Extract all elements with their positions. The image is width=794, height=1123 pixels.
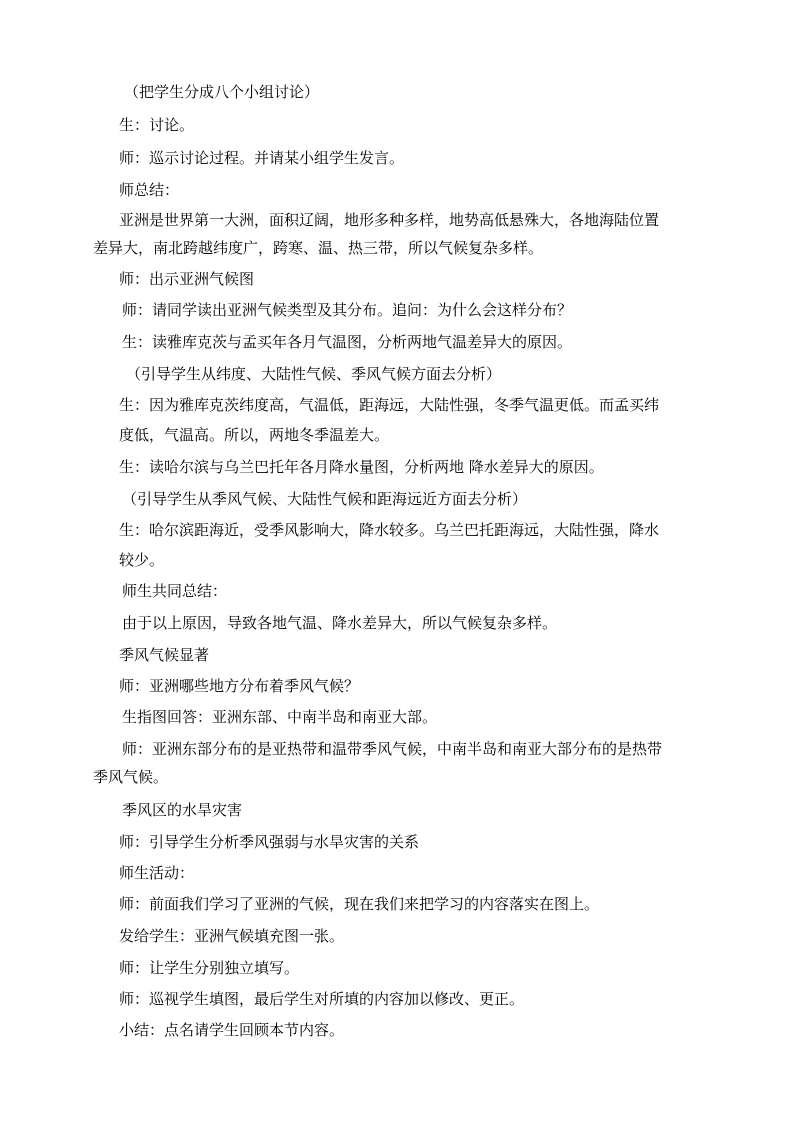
paragraph-group-instruction: （把学生分成八个小组讨论） (124, 83, 320, 101)
paragraph-joint-summary-label: 师生共同总结： (122, 582, 228, 600)
paragraph-guide-precipitation: （引导学生从季风气候、大陆性气候和距海远近方面去分析） (122, 490, 528, 508)
paragraph-monsoon-answer: 生指图回答：亚洲东部、中南半岛和南亚大部。 (122, 708, 438, 726)
paragraph-read-precipitation-chart: 生：读哈尔滨与乌兰巴托年各月降水量图，分析两地 降水差异大的原因。 (119, 458, 604, 476)
paragraph-read-temperature-chart: 生：读雅库克茨与孟买年各月气温图，分析两地气温差异大的原因。 (122, 333, 573, 351)
paragraph-teacher-summary-label: 师总结： (119, 181, 180, 199)
paragraph-asia-summary-line1: 亚洲是世界第一大洲，面积辽阔，地形多种多样，地势高低悬殊大，各地海陆位置 (119, 211, 660, 229)
paragraph-read-climate-types: 师：请同学读出亚洲气候类型及其分布。追问：为什么会这样分布？ (122, 301, 573, 319)
paragraph-inspect-fill: 师：巡视学生填图，最后学生对所填的内容加以修改、更正。 (119, 990, 525, 1008)
paragraph-monsoon-explanation-line1: 师：亚洲东部分布的是亚热带和温带季风气候，中南半岛和南亚大部分布的是热带 (122, 740, 663, 758)
paragraph-temperature-answer-line1: 生：因为雅库克茨纬度高，气温低，距海远，大陆性强，冬季气温更低。而孟买纬 (119, 396, 660, 414)
paragraph-temperature-answer-line2: 度低，气温高。所以，两地冬季温差大。 (119, 426, 390, 444)
paragraph-show-climate-map: 师：出示亚洲气候图 (119, 270, 255, 288)
paragraph-monsoon-question: 师：亚洲哪些地方分布着季风气候？ (119, 677, 360, 695)
paragraph-joint-summary: 由于以上原因，导致各地气温、降水差异大，所以气候复杂多样。 (122, 614, 558, 632)
paragraph-teacher-inspect: 师：巡示讨论过程。并请某小组学生发言。 (119, 149, 405, 167)
paragraph-precipitation-answer-line1: 生：哈尔滨距海近，受季风影响大，降水较多。乌兰巴托距海远，大陆性强，降水 (119, 521, 660, 539)
paragraph-lesson-summary: 小结：点名请学生回顾本节内容。 (119, 1021, 345, 1039)
paragraph-asia-summary-line2: 差异大，南北跨越纬度广，跨寒、温、热三带，所以气候复杂多样。 (93, 239, 544, 257)
section-heading-disasters: 季风区的水旱灾害 (122, 801, 243, 819)
paragraph-independent-fill: 师：让学生分别独立填写。 (119, 959, 300, 977)
paragraph-map-practice: 师：前面我们学习了亚洲的气候，现在我们来把学习的内容落实在图上。 (119, 895, 600, 913)
paragraph-monsoon-explanation-line2: 季风气候。 (93, 768, 169, 786)
paragraph-student-discussion: 生：讨论。 (119, 116, 195, 134)
paragraph-guide-temperature: （引导学生从纬度、大陆性气候、季风气候方面去分析） (126, 365, 502, 383)
paragraph-activity-label: 师生活动： (119, 864, 195, 882)
paragraph-precipitation-answer-line2: 较少。 (119, 551, 165, 569)
section-heading-monsoon: 季风气候显著 (119, 646, 210, 664)
paragraph-guide-disasters: 师：引导学生分析季风强弱与水旱灾害的关系 (119, 833, 420, 851)
paragraph-distribute-map: 发给学生：亚洲气候填充图一张。 (119, 927, 345, 945)
